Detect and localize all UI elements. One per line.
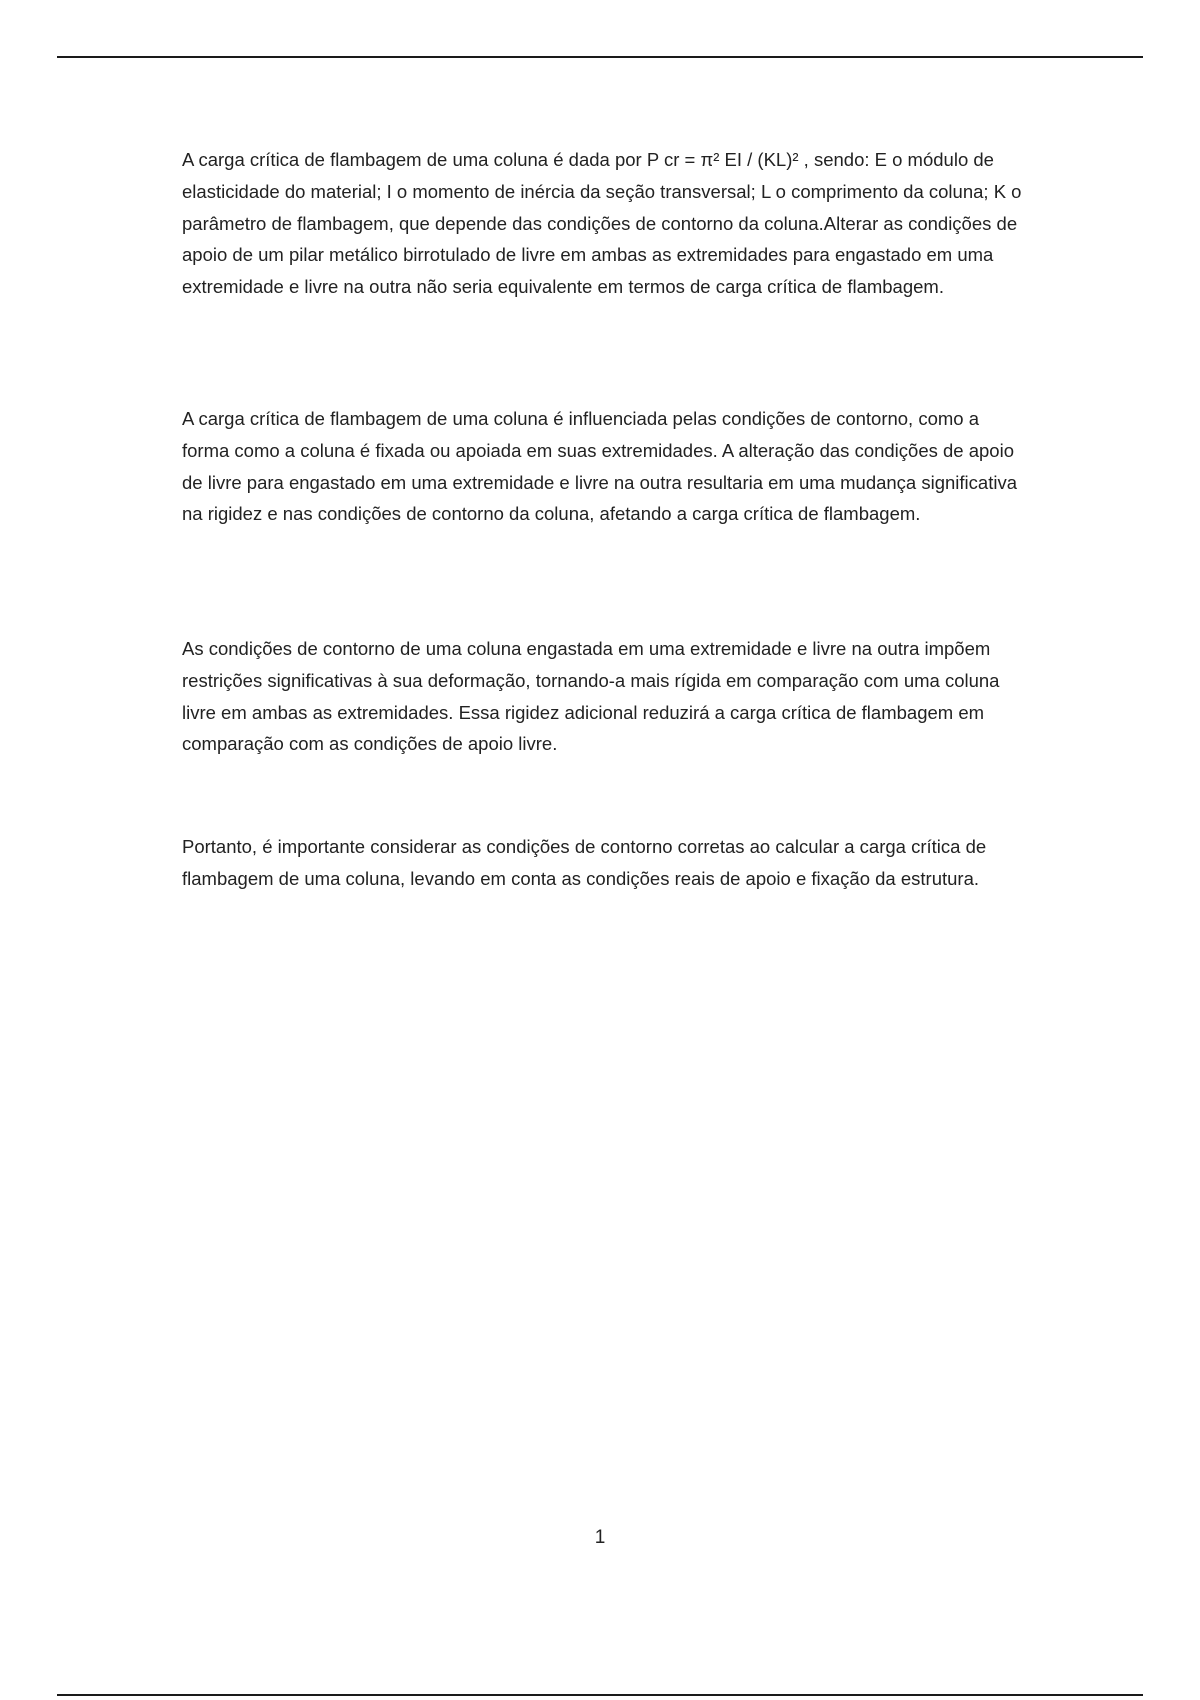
paragraph-boundary-conditions: A carga crítica de flambagem de uma coluna é influenciada pelas condições de contorno, como a forma como a coluna é fixada ou apoiada em suas extremidades. A alteração das condições de apoio de livre para engastado em uma extremidade e livre na outra resultaria em uma mudança significativa na rigidez e nas condições de contorno da coluna, afetando a carga crítica de flambagem. [182,408,1017,525]
page-number: 1 [594,1527,606,1548]
paragraph-buckling-formula: A carga crítica de flambagem de uma coluna é dada por P cr = π² EI / (KL)² , sendo: E o módulo de elasticidade do material; I o momento de inércia da seção transversal; L o comprimento da coluna; K o parâmetro de flambagem, que depende das condições de contorno da coluna.Alterar as condições de apoio de um pilar metálico birrotulado de livre em ambas as extremidades para engastado em uma extremidade e livre na outra não seria equivalente em termos de carga crítica de flambagem. [182,149,1022,298]
paragraph-conclusion: Portanto, é importante considerar as condições de contorno corretas ao calcular a carga crítica de flambagem de uma coluna, levando em conta as condições reais de apoio e fixação da estrutura. [182,836,987,889]
footer-rule [57,1694,1143,1696]
paragraph-rigidity: As condições de contorno de uma coluna engastada em uma extremidade e livre na outra impõem restrições significativas à sua deformação, tornando-a mais rígida em comparação com uma coluna livre em ambas as extremidades. Essa rigidez adicional reduzirá a carga crítica de flambagem em comparação com as condições de apoio livre. [182,638,1000,755]
header-rule [57,56,1143,58]
